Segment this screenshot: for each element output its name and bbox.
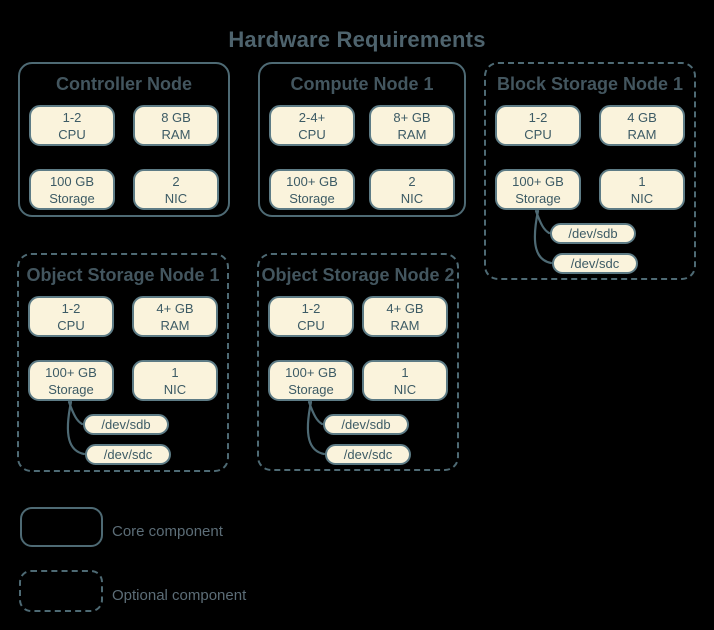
component-value: 100+ GB xyxy=(286,173,338,189)
component-cpu xyxy=(28,296,114,337)
component-storage xyxy=(495,169,581,210)
component-value: 4+ GB xyxy=(386,300,424,316)
component-label: NIC xyxy=(630,190,654,206)
component-ram xyxy=(369,105,455,146)
node-compute-1 xyxy=(258,62,466,217)
component-value: 2-4+ xyxy=(298,109,326,125)
connector-line xyxy=(535,211,551,263)
component-value: 1-2 xyxy=(61,300,81,316)
component-label: Storage xyxy=(48,381,94,397)
component-grid xyxy=(486,105,694,210)
component-grid xyxy=(20,105,228,210)
component-label: CPU xyxy=(524,126,552,142)
component-storage xyxy=(268,360,354,401)
component-cpu xyxy=(268,296,354,337)
disk-pill: /dev/sdb xyxy=(323,414,409,435)
component-value: 8 GB xyxy=(161,109,191,125)
disk-pill: /dev/sdc xyxy=(85,444,171,465)
component-nic xyxy=(132,360,218,401)
component-value: 8+ GB xyxy=(393,109,431,125)
component-value: 1 xyxy=(171,364,179,380)
node-block-storage-1 xyxy=(484,62,696,280)
component-value: 100+ GB xyxy=(512,173,564,189)
component-storage xyxy=(269,169,355,210)
component-label: Storage xyxy=(288,381,334,397)
component-value: 4+ GB xyxy=(156,300,194,316)
component-ram xyxy=(362,296,448,337)
legend-core-swatch xyxy=(20,507,103,547)
disk-pill: /dev/sdb xyxy=(83,414,169,435)
component-value: 100+ GB xyxy=(45,364,97,380)
disk-pill: /dev/sdc xyxy=(552,253,638,274)
node-title: Object Storage Node 1 xyxy=(26,265,220,285)
component-nic xyxy=(369,169,455,210)
component-value: 1-2 xyxy=(301,300,321,316)
legend-core-label: Core component xyxy=(112,523,223,540)
component-label: NIC xyxy=(163,381,187,397)
component-value: 2 xyxy=(172,173,180,189)
disk-pill: /dev/sdb xyxy=(550,223,636,244)
node-title: Block Storage Node 1 xyxy=(496,74,684,94)
component-label: RAM xyxy=(161,126,191,142)
component-nic xyxy=(362,360,448,401)
component-label: Storage xyxy=(515,190,561,206)
component-storage xyxy=(29,169,115,210)
component-label: RAM xyxy=(627,126,657,142)
node-title: Object Storage Node 2 xyxy=(261,265,455,285)
component-value: 100 GB xyxy=(49,173,95,189)
component-storage xyxy=(28,360,114,401)
component-value: 1 xyxy=(638,173,646,189)
component-nic xyxy=(599,169,685,210)
connector-line xyxy=(309,402,322,424)
component-label: CPU xyxy=(58,126,86,142)
component-label: CPU xyxy=(298,126,326,142)
component-value: 100+ GB xyxy=(285,364,337,380)
component-ram xyxy=(133,105,219,146)
node-object-storage-2 xyxy=(257,253,459,471)
component-label: NIC xyxy=(400,190,424,206)
node-title: Controller Node xyxy=(55,74,192,94)
component-label: RAM xyxy=(390,317,420,333)
component-cpu xyxy=(29,105,115,146)
connector-line xyxy=(68,402,84,454)
component-grid xyxy=(260,105,464,210)
component-cpu xyxy=(495,105,581,146)
component-label: RAM xyxy=(397,126,427,142)
component-cpu xyxy=(269,105,355,146)
component-label: NIC xyxy=(164,190,188,206)
component-grid xyxy=(259,296,457,401)
disk-pill: /dev/sdc xyxy=(325,444,411,465)
component-label: CPU xyxy=(57,317,85,333)
component-ram xyxy=(132,296,218,337)
node-title: Compute Node 1 xyxy=(290,74,434,94)
component-value: 4 GB xyxy=(627,109,657,125)
connector-line xyxy=(69,402,82,424)
component-grid xyxy=(19,296,227,401)
component-value: 2 xyxy=(408,173,416,189)
legend-optional-label: Optional component xyxy=(112,587,247,604)
connector-line xyxy=(308,402,324,454)
component-ram xyxy=(599,105,685,146)
component-label: Storage xyxy=(289,190,335,206)
component-label: Storage xyxy=(49,190,95,206)
component-value: 1-2 xyxy=(528,109,548,125)
component-value: 1 xyxy=(401,364,409,380)
node-controller xyxy=(18,62,230,217)
component-label: NIC xyxy=(393,381,417,397)
component-label: CPU xyxy=(297,317,325,333)
component-label: RAM xyxy=(160,317,190,333)
diagram-title: Hardware Requirements xyxy=(228,27,486,52)
connector-line xyxy=(536,211,549,233)
node-object-storage-1 xyxy=(17,253,229,472)
component-nic xyxy=(133,169,219,210)
component-value: 1-2 xyxy=(62,109,82,125)
legend-optional-swatch xyxy=(19,570,103,612)
